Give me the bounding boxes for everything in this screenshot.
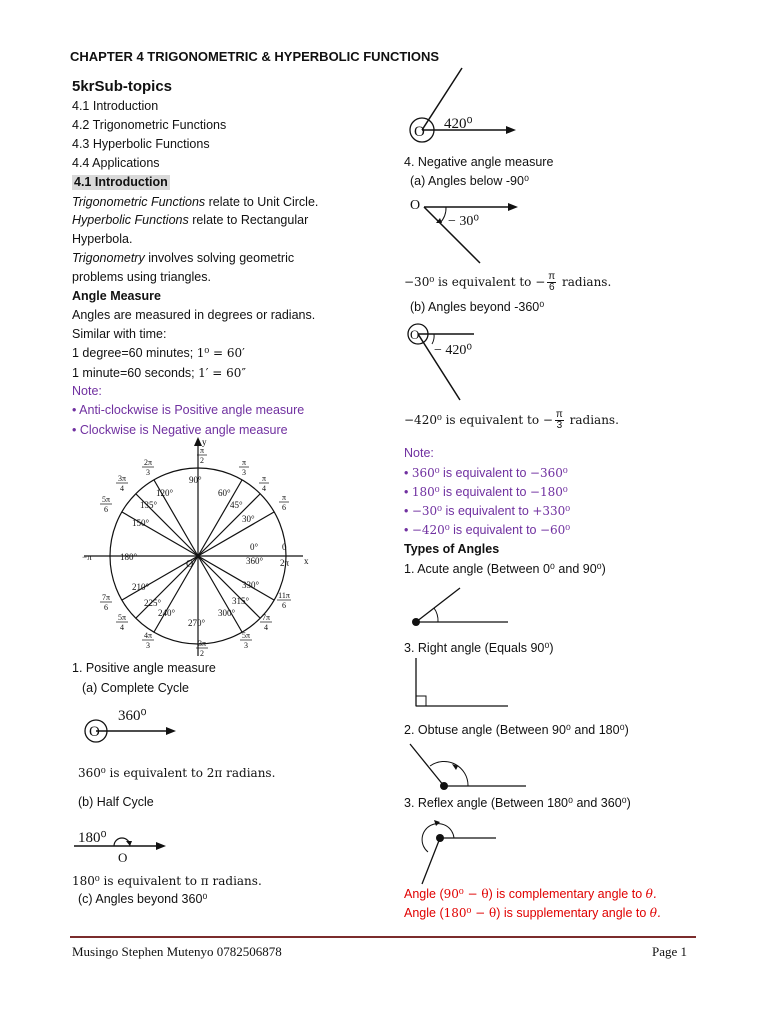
neg420-equivalence: −420⁰ is equivalent to − $\frac{\pi}{3}$ radians.: [404, 409, 619, 432]
complete-cycle-diagram: [80, 700, 190, 750]
intro-line-2: Hyperbolic Functions relate to Rectangular: [72, 213, 309, 227]
angle-neg30-diagram: [406, 193, 526, 265]
complete-angle-label: 360⁰: [118, 708, 147, 724]
complete-equivalence: 360⁰ is equivalent to 2π radians.: [78, 766, 276, 780]
y-axis-label: y: [202, 437, 207, 447]
right-note-item: • −420⁰ is equivalent to −60⁰: [404, 523, 571, 537]
acute-angle-diagram: [404, 582, 514, 632]
half-equivalence: 180⁰ is equivalent to π radians.: [72, 874, 262, 888]
svg-text:4: 4: [120, 484, 124, 493]
svg-text:6: 6: [104, 505, 108, 514]
rad-label: 2π: [280, 558, 290, 568]
beyond-neg360-label: (b) Angles beyond -360⁰: [410, 300, 545, 314]
note-item: • Clockwise is Negative angle measure: [72, 423, 288, 437]
svg-text:5π: 5π: [117, 613, 127, 622]
chapter-title: CHAPTER 4 TRIGONOMETRIC & HYPERBOLIC FUNCTIONS: [70, 49, 440, 64]
svg-text:2π: 2π: [143, 458, 153, 467]
deg-label: 120°: [156, 488, 174, 498]
svg-text:3: 3: [146, 641, 150, 650]
right-note-item: • −30⁰ is equivalent to +330⁰: [404, 504, 571, 518]
deg-label: 150°: [132, 518, 150, 528]
intro-heading: 4.1 Introduction: [74, 175, 168, 189]
rad-7pi-4: [260, 613, 272, 632]
obtuse-label: 2. Obtuse angle (Between 90⁰ and 180⁰): [404, 723, 629, 737]
svg-text:6: 6: [282, 601, 286, 610]
reflex-label: 3. Reflex angle (Between 180⁰ and 360⁰): [404, 796, 631, 810]
below-neg90-label: (a) Angles below -90⁰: [410, 174, 529, 188]
svg-text:O: O: [410, 198, 421, 213]
right-note-item: • 360⁰ is equivalent to −360⁰: [404, 466, 568, 480]
footer-divider: [70, 936, 696, 938]
note-label: Note:: [72, 384, 102, 398]
deg-label: 30°: [242, 514, 255, 524]
angle-420-label: 420⁰: [444, 116, 473, 132]
svg-text:O: O: [410, 327, 420, 342]
deg-label: 225°: [144, 598, 162, 608]
deg-label: 270°: [188, 618, 206, 628]
unit-circle-diagram: [78, 436, 324, 658]
deg-label: 135°: [140, 500, 158, 510]
rad-3pi-4: [116, 474, 128, 493]
neg30-equivalence: −30⁰ is equivalent to − $\frac{\pi}{6}$ radians.: [404, 271, 612, 294]
subtopic-item: 4.4 Applications: [72, 156, 160, 170]
right-angle-label: 3. Right angle (Equals 90⁰): [404, 641, 554, 655]
degree-minutes-line: 1 degree=60 minutes; 1⁰ = 60′: [72, 346, 245, 360]
subtopics-title: 5krSub-topics: [72, 78, 173, 95]
types-heading: Types of Angles: [404, 542, 500, 556]
svg-text:11π: 11π: [278, 591, 290, 600]
y-arrow-head: [194, 437, 202, 446]
svg-text:3: 3: [146, 468, 150, 477]
intro-line-1: Trigonometric Functions relate to Unit Circle.: [72, 195, 319, 209]
rad-label: 0: [282, 542, 287, 552]
svg-text:π: π: [199, 446, 205, 455]
svg-text:2: 2: [200, 456, 204, 465]
svg-text:3π: 3π: [197, 639, 207, 648]
svg-text:O: O: [414, 124, 425, 140]
deg-label: 90°: [189, 475, 202, 485]
deg-label: 60°: [218, 488, 231, 498]
right-note-label: Note:: [404, 446, 434, 460]
half-cycle-label: (b) Half Cycle: [78, 795, 154, 809]
beyond-360-label: (c) Angles beyond 360⁰: [78, 892, 208, 906]
subtopic-item: 4.3 Hyperbolic Functions: [72, 137, 210, 151]
rad-5pi-4: [116, 613, 128, 632]
rad-pi-3: [239, 458, 249, 477]
svg-text:π: π: [281, 493, 287, 502]
svg-text:6: 6: [282, 503, 286, 512]
x-axis-label: x: [304, 556, 309, 566]
angle-neg420-label: − 420⁰: [434, 343, 473, 358]
svg-text:2: 2: [200, 649, 204, 658]
right-note-item: • 180⁰ is equivalent to −180⁰: [404, 485, 568, 499]
half-angle-label: 180⁰: [78, 830, 107, 846]
half-origin: O: [118, 850, 128, 865]
deg-label: 315°: [232, 596, 250, 606]
angle-measure-line: Similar with time:: [72, 327, 167, 341]
deg-label: 180°: [120, 552, 138, 562]
rad-5pi-6: [100, 495, 112, 514]
complete-origin: O: [89, 724, 100, 740]
complete-cycle-label: (a) Complete Cycle: [82, 681, 189, 695]
svg-text:4π: 4π: [143, 631, 153, 640]
svg-text:3: 3: [242, 468, 246, 477]
deg-label: 45°: [230, 500, 243, 510]
angle-measure-line: Angles are measured in degrees or radians.: [72, 308, 316, 322]
svg-text:7π: 7π: [261, 613, 271, 622]
rad-pi-6: [279, 493, 289, 512]
rad-label: −π: [82, 552, 92, 562]
svg-text:3: 3: [244, 641, 248, 650]
intro-line-3-cont: problems using triangles.: [72, 270, 211, 284]
half-cycle-diagram: [74, 822, 174, 866]
acute-label: 1. Acute angle (Between 0⁰ and 90⁰): [404, 562, 606, 576]
deg-label: 210°: [132, 582, 150, 592]
footer-author: Musingo Stephen Mutenyo 0782506878: [72, 944, 282, 959]
svg-text:3π: 3π: [117, 474, 127, 483]
rad-4pi-3: [142, 631, 154, 650]
rad-11pi-6: [277, 591, 291, 610]
minute-seconds-line: 1 minute=60 seconds; 1′ = 60″: [72, 366, 246, 380]
deg-label: 240°: [158, 608, 176, 618]
svg-text:7π: 7π: [101, 593, 111, 602]
reflex-angle-diagram: [404, 812, 504, 888]
svg-text:π: π: [241, 458, 247, 467]
deg-label: 300°: [218, 608, 236, 618]
footer-page-number: Page 1: [652, 944, 688, 959]
rad-5pi-3: [240, 631, 252, 650]
subtopic-item: 4.2 Trigonometric Functions: [72, 118, 227, 132]
angle-420-diagram: [404, 66, 524, 156]
angle-neg30-label: − 30⁰: [448, 214, 480, 229]
obtuse-angle-diagram: [404, 742, 530, 794]
intro-line-3: Trigonometry involves solving geometric: [72, 251, 295, 265]
complementary-angle-note: Angle (90⁰ − θ) is complementary angle to θ.: [404, 887, 657, 901]
rad-pi-4: [259, 474, 269, 493]
svg-text:4: 4: [262, 484, 266, 493]
note-item: • Anti-clockwise is Positive angle measure: [72, 403, 305, 417]
svg-text:6: 6: [104, 603, 108, 612]
intro-line-2-cont: Hyperbola.: [72, 232, 133, 246]
rad-7pi-6: [100, 593, 112, 612]
rad-2pi-3: [142, 458, 154, 477]
angle-neg420-diagram: [404, 318, 494, 402]
right-angle-diagram: [404, 656, 514, 714]
deg-label: 0°: [250, 542, 259, 552]
deg-label: 360°: [246, 556, 264, 566]
svg-text:4: 4: [120, 623, 124, 632]
svg-text:5π: 5π: [241, 631, 251, 640]
supplementary-angle-note: Angle (180⁰ − θ) is supplementary angle to θ.: [404, 906, 661, 920]
svg-text:5π: 5π: [101, 495, 111, 504]
subtopic-item: 4.1 Introduction: [72, 99, 159, 113]
svg-text:4: 4: [264, 623, 268, 632]
angle-measure-heading: Angle Measure: [72, 289, 161, 303]
svg-text:π: π: [261, 474, 267, 483]
origin-label: O: [186, 559, 194, 570]
negative-heading: 4. Negative angle measure: [404, 155, 554, 169]
deg-label: 330°: [242, 580, 260, 590]
positive-heading: 1. Positive angle measure: [72, 661, 216, 675]
